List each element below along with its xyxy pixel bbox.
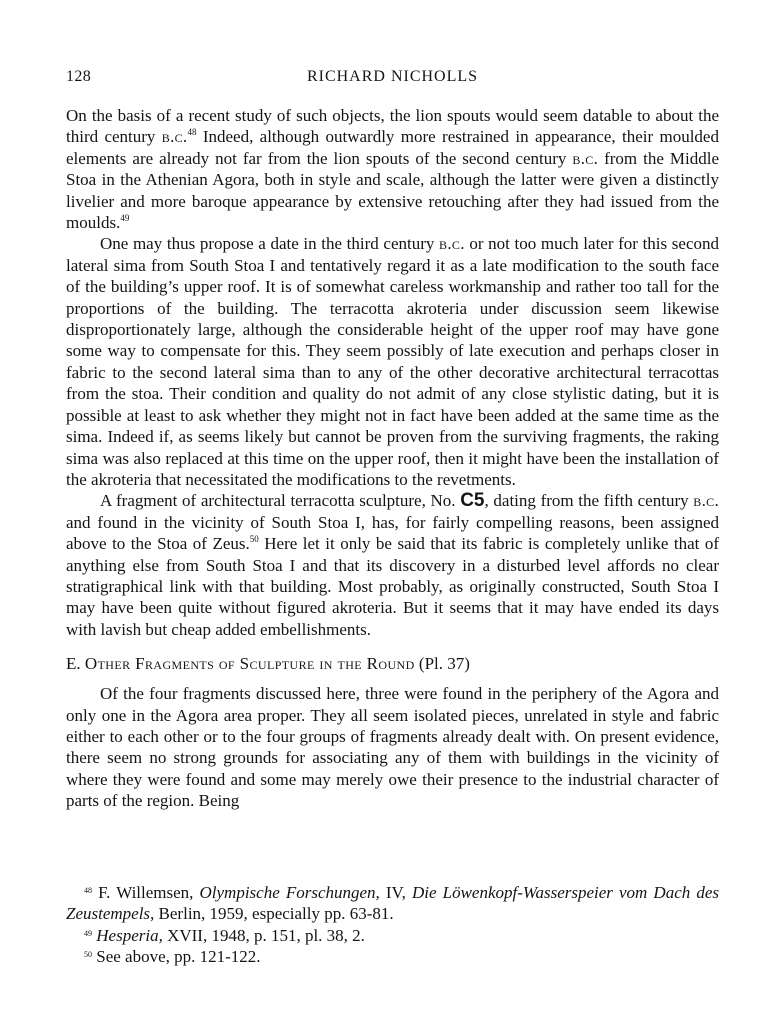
running-header bbox=[66, 68, 719, 92]
text-run: Indeed, although outwardly more restrained in appearance, their moulded elements are already not far from the lion spouts of the second century bbox=[66, 127, 719, 168]
text-run: or not too much later for this second lateral sima from South Stoa I and tentatively regard it as a late modification to the south face of the building’s upper roof. It is of somewhat careless workmanship and rather too tall for the proportions of the building. The terracotta akroteria under discussion seem likewise disproportionately large, although the considerable height of the upper roof may have gone some way to compensate for this. They seem possibly of late execution and perhaps closer in fabric to the second lateral sima than to any of the other decorative architectural terracottas from the stoa. Their condition and quality do not admit of any close stylistic dating, but it is possible at least to ask whether they might not in fact have been added at the same time as the sima. Indeed if, as seems likely but cannot be proven from the surviving fragments, the raking sima was also replaced at this time on the upper roof, then it might have been the installation of the akroteria that necessitated the modifications to the revetments. bbox=[66, 234, 719, 489]
main-text bbox=[66, 105, 719, 812]
era-abbreviation: b.c. bbox=[161, 127, 188, 147]
plate-reference: (Pl. 37) bbox=[418, 654, 470, 674]
text-run: and found in the vicinity of South Stoa I, has, for fairly compelling reasons, been assigned above to the Stoa of Zeus. bbox=[66, 512, 719, 554]
era-abbreviation: b.c. bbox=[439, 234, 465, 254]
footnote-49 bbox=[66, 925, 719, 946]
footnote-number: 49 bbox=[84, 928, 92, 938]
footnote-ref-50[interactable]: 50 bbox=[249, 534, 259, 545]
section-heading bbox=[66, 653, 719, 675]
footnote-50 bbox=[66, 946, 719, 967]
text-run: Of the four fragments discussed here, three were found in the periphery of the Agora and only one in the Agora area proper. They all seem isolated pieces, unrelated in style and fabric either to each other or to the four groups of fragments already dealt with. On present evidence, there seem no strong grounds for associating any of them with buildings in the vicinity of where they were found and some may merely owe their presence to the industrial character of parts of the region. Being bbox=[66, 684, 719, 811]
era-abbreviation: b.c. bbox=[693, 491, 719, 511]
text-run: XVII, 1948, p. 151, pl. 38, 2. bbox=[162, 925, 365, 945]
era-abbreviation: b.c. bbox=[572, 148, 599, 168]
text-run: Berlin, 1959, especially pp. 63-81. bbox=[154, 904, 394, 924]
text-run: F. Willemsen, bbox=[92, 883, 200, 902]
work-title: Die Löwenkopf-Wasserspeier vom Dach des Zeustempels, bbox=[66, 883, 719, 924]
footnote-number: 48 bbox=[84, 886, 92, 895]
section-title: Other Fragments of Sculpture in the Round bbox=[84, 654, 415, 674]
text-run: Here let it only be said that its fabric is completely unlike that of anything else from South Stoa I and that its discovery in a disturbed level affords no clear stratigraphical link with that building. Most probably, as originally constructed, South Stoa I may have been quite without figured akroteria. But it seems that it may have ended its days with lavish but cheap added embellishments. bbox=[66, 534, 720, 639]
paragraph-3 bbox=[66, 490, 719, 640]
text-run: One may thus propose a date in the third century bbox=[100, 234, 440, 254]
text-run: , dating from the fifth century bbox=[484, 491, 694, 511]
running-title: RICHARD NICHOLLS bbox=[306, 68, 479, 85]
journal-title: Hesperia, bbox=[96, 925, 163, 945]
footnote-48 bbox=[66, 882, 719, 925]
footnote-ref-49[interactable]: 49 bbox=[120, 213, 130, 224]
text-run: IV, bbox=[379, 883, 412, 902]
section-letter: E. bbox=[66, 654, 81, 674]
paragraph-4 bbox=[66, 683, 719, 811]
paragraph-1 bbox=[66, 105, 719, 233]
text-run: A fragment of architectural terracotta sculpture, No. bbox=[100, 491, 461, 511]
text-run: See above, pp. 121-122. bbox=[92, 947, 261, 967]
journal-title: Olympische Forschungen, bbox=[199, 883, 380, 902]
catalog-number: C5 bbox=[460, 490, 485, 512]
text-run: from the Middle Stoa in the Athenian Agora, both in style and scale, although the latter were given a distinctly livelier and more baroque appearance by extensive retouching after they had issued from the moulds. bbox=[66, 148, 719, 233]
footnote-number: 50 bbox=[84, 950, 92, 960]
footnote-ref-48[interactable]: 48 bbox=[187, 127, 197, 138]
page-number: 128 bbox=[66, 68, 92, 85]
footnotes bbox=[66, 882, 719, 968]
paragraph-2 bbox=[66, 233, 719, 490]
text-run: On the basis of a recent study of such objects, the lion spouts would seem datable to about the third century bbox=[66, 106, 719, 147]
